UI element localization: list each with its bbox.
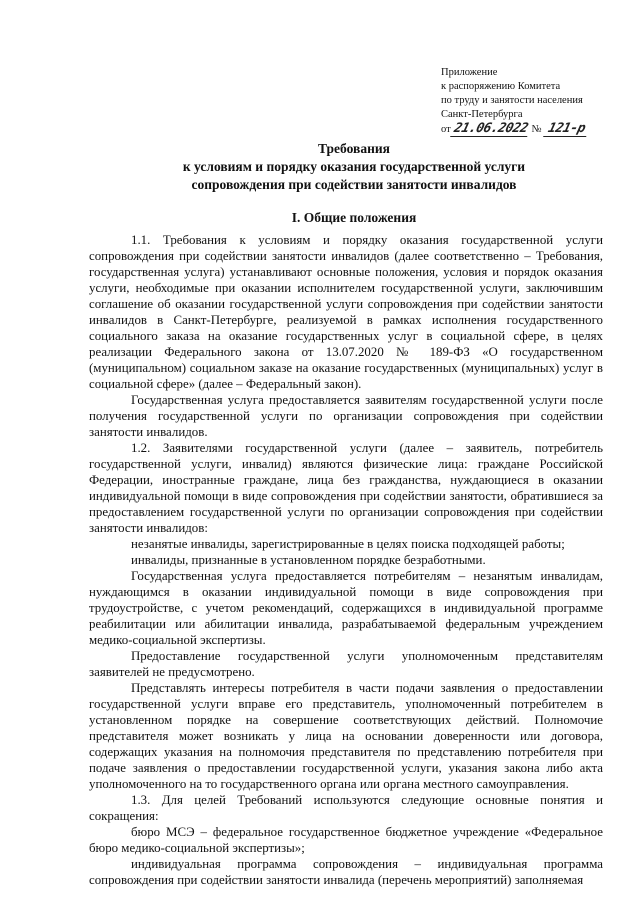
date-prefix: от — [441, 124, 451, 135]
attachment-line-2: к распоряжению Комитета — [441, 81, 561, 92]
document-body — [89, 232, 603, 888]
paragraph: Предоставление государственной услуги уполномоченным представителям заявителей не предусмотрено. — [89, 649, 603, 679]
number-prefix: № — [531, 124, 542, 135]
title-line-1: Требования — [318, 141, 390, 156]
attachment-line-1: Приложение — [441, 67, 498, 78]
section-heading: I. Общие положения — [291, 210, 417, 225]
paragraph: Государственная услуга предоставляется потребителям – незанятым инвалидам, нуждающимся в оказании индивидуальной помощи в виде сопровождения при трудоустройстве, с учетом рекомендаций, содержащихся в индивидуальной программе реабилитации или абилитации инвалида, разрабатываемой федеральным учреждением медико-социальной экспертизы. — [89, 569, 603, 647]
title-line-2: к условиям и порядку оказания государственной услуги — [182, 159, 526, 174]
paragraph-1-2: 1.2. Заявителями государственной услуги (далее – заявитель, потребитель государственной услуги, инвалид) являются физические лица: граждане Российской Федерации, иностранные граждане, лица без гражданства, нуждающиеся в оказании индивидуальной помощи в виде сопровождения при содействии занятости, обратившиеся за предоставлением государственной услуги по организации сопровождения при содействии занятости инвалидов: — [89, 441, 603, 535]
list-item: незанятые инвалиды, зарегистрированные в целях поиска подходящей работы; — [131, 537, 565, 551]
attachment-date-number — [441, 122, 616, 137]
definition-item: бюро МСЭ – федеральное государственное бюджетное учреждение «Федеральное бюро медико-социальной экспертизы»; — [89, 825, 603, 855]
title-line-3: сопровождения при содействии занятости инвалидов — [191, 177, 517, 192]
paragraph-1-1: 1.1. Требования к условиям и порядку оказания государственной услуги сопровождения при содействии занятости инвалидов (далее соответственно – Требования, государственная услуга) устанавливают основные положения, условия и порядок оказания услуги, необходимые при оказании исполнителем государственной услуги, заключившим соглашение об оказании государственной услуги сопровождения при содействии занятости инвалидов в Санкт-Петербурге, реализуемой в рамках исполнения государственного социального заказа на оказание государственных услуг в социальной сфере, в целях реализации Федерального закона от 13.07.2020 № 189-ФЗ «О государственном (муниципальном) социальном заказе на оказание государственных (муниципальных) услуг в социальной сфере» (далее – Федеральный закон). — [89, 233, 603, 391]
paragraph-1-3: 1.3. Для целей Требований используются следующие основные понятия и сокращения: — [89, 793, 603, 823]
handwritten-date: 21.06.2022 — [450, 122, 531, 137]
attachment-line-4: Санкт-Петербурга — [441, 109, 523, 120]
attachment-line-3: по труду и занятости населения — [441, 95, 583, 106]
list-item: инвалиды, признанные в установленном порядке безработными. — [131, 553, 486, 567]
definition-item: индивидуальная программа сопровождения – индивидуальная программа сопровождения при содействии занятости инвалида (перечень мероприятий) заполняемая — [89, 857, 603, 887]
handwritten-number: 121-р — [543, 122, 589, 137]
attachment-block — [441, 66, 616, 137]
paragraph: Представлять интересы потребителя в части подачи заявления о предоставлении государственной услуги вправе его представитель, уполномоченный потребителем в установленном порядке на совершение соответствующих действий. Полномочие представителя может возникать у лица на основании доверенности или договора, содержащих указания на полномочия представителя по представлению потребителя при подаче заявления о предоставлении государственной услуги, указания закона либо акта уполномоченного на то государственного органа или органа местного самоуправления. — [89, 681, 603, 791]
document-title — [96, 140, 612, 194]
paragraph: Государственная услуга предоставляется заявителям государственной услуги после получения государственной услуги по организации сопровождения при содействии занятости инвалидов. — [89, 393, 603, 439]
